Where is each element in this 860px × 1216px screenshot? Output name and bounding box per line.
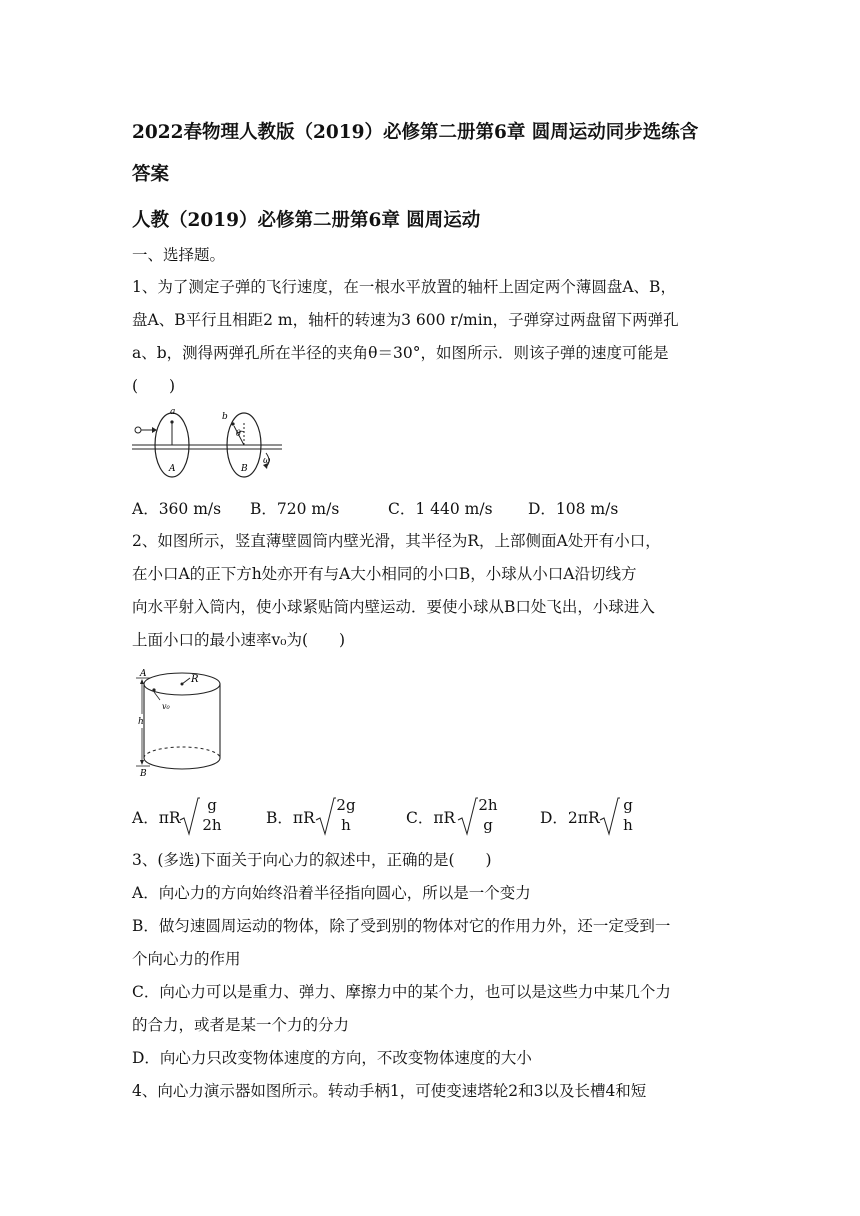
q2-label-A: A [140,669,147,679]
q2-option-c-num: 2h [478,796,498,814]
q2-label-R: R [191,674,199,685]
q1-disc-figure [132,405,292,483]
q2-label-h: h [138,717,144,727]
q1-label-A: A [169,464,176,474]
q2-option-b-num: 2g [336,796,356,814]
document-title-line2: 答案 [132,164,170,185]
q2-line-3: 向水平射入筒内，使小球紧贴筒内壁运动．要使小球从B口处飞出，小球进入 [132,598,655,616]
q3-line-2: A．向心力的方向始终沿着半径指向圆心，所以是一个变力 [132,884,531,902]
section-heading: 一、选择题。 [132,246,226,264]
q2-option-a-den: 2h [202,816,222,834]
q1-label-omega: ω [263,456,271,466]
q3-line-5: C．向心力可以是重力、弹力、摩擦力中的某个力，也可以是这些力中某几个力 [132,983,671,1001]
q3-line-7: D．向心力只改变物体速度的方向，不改变物体速度的大小 [132,1049,532,1067]
q3-line-3: B．做匀速圆周运动的物体，除了受到别的物体对它的作用力外，还一定受到一 [132,917,671,935]
q2-option-a-radical [178,796,200,836]
q2-cylinder-figure [132,662,232,780]
q2-option-d-den: h [623,816,633,834]
q3-line-1: 3、(多选)下面关于向心力的叙述中，正确的是( ) [132,851,492,869]
q2-option-c-prefix: C．πR [406,809,456,827]
q2-label-v0: v₀ [162,702,170,711]
q2-option-a-prefix: A．πR [132,809,181,827]
document-subtitle: 人教（2019）必修第二册第6章 圆周运动 [132,210,481,231]
q1-label-theta: θ [236,429,241,438]
q2-option-b-prefix: B．πR [266,809,315,827]
q2-option-c-den: g [483,816,493,834]
q1-line-1: 1、为了测定子弹的飞行速度，在一根水平放置的轴杆上固定两个薄圆盘A、B， [132,278,676,296]
q1-option-a: A．360 m/s [132,500,222,518]
q1-line-2: 盘A、B平行且相距2 m，轴杆的转速为3 600 r/min，子弹穿过两盘留下两弹孔 [132,311,679,329]
q1-label-B: B [241,464,248,474]
q2-option-d-num: g [623,796,633,814]
q1-line-3: a、b，测得两弹孔所在半径的夹角θ＝30°，如图所示．则该子弹的速度可能是 [132,344,669,362]
q4-line-1: 4、向心力演示器如图所示。转动手柄1，可使变速塔轮2和3以及长槽4和短 [132,1082,647,1100]
q2-option-d-prefix: D．2πR [540,809,600,827]
q2-line-1: 2、如图所示，竖直薄壁圆筒内壁光滑，其半径为R，上部侧面A处开有小口， [132,532,661,550]
q2-option-b-den: h [341,816,351,834]
q2-line-2: 在小口A的正下方h处亦开有与A大小相同的小口B，小球从小口A沿切线方 [132,565,637,583]
q1-label-a: a [170,407,176,417]
q2-label-B: B [140,769,147,779]
document-title-line1: 2022春物理人教版（2019）必修第二册第6章 圆周运动同步选练含 [132,122,699,143]
q1-option-d: D．108 m/s [528,500,619,518]
q1-line-4: ( ) [132,377,176,395]
q1-label-b: b [222,412,228,422]
q2-option-a-num: g [207,796,217,814]
q2-line-4: 上面小口的最小速率v₀为( ) [132,631,346,649]
q3-line-4: 个向心力的作用 [132,950,241,968]
q3-line-6: 的合力，或者是某一个力的分力 [132,1016,350,1034]
q1-option-b: B．720 m/s [250,500,340,518]
q1-option-c: C．1 440 m/s [388,500,493,518]
